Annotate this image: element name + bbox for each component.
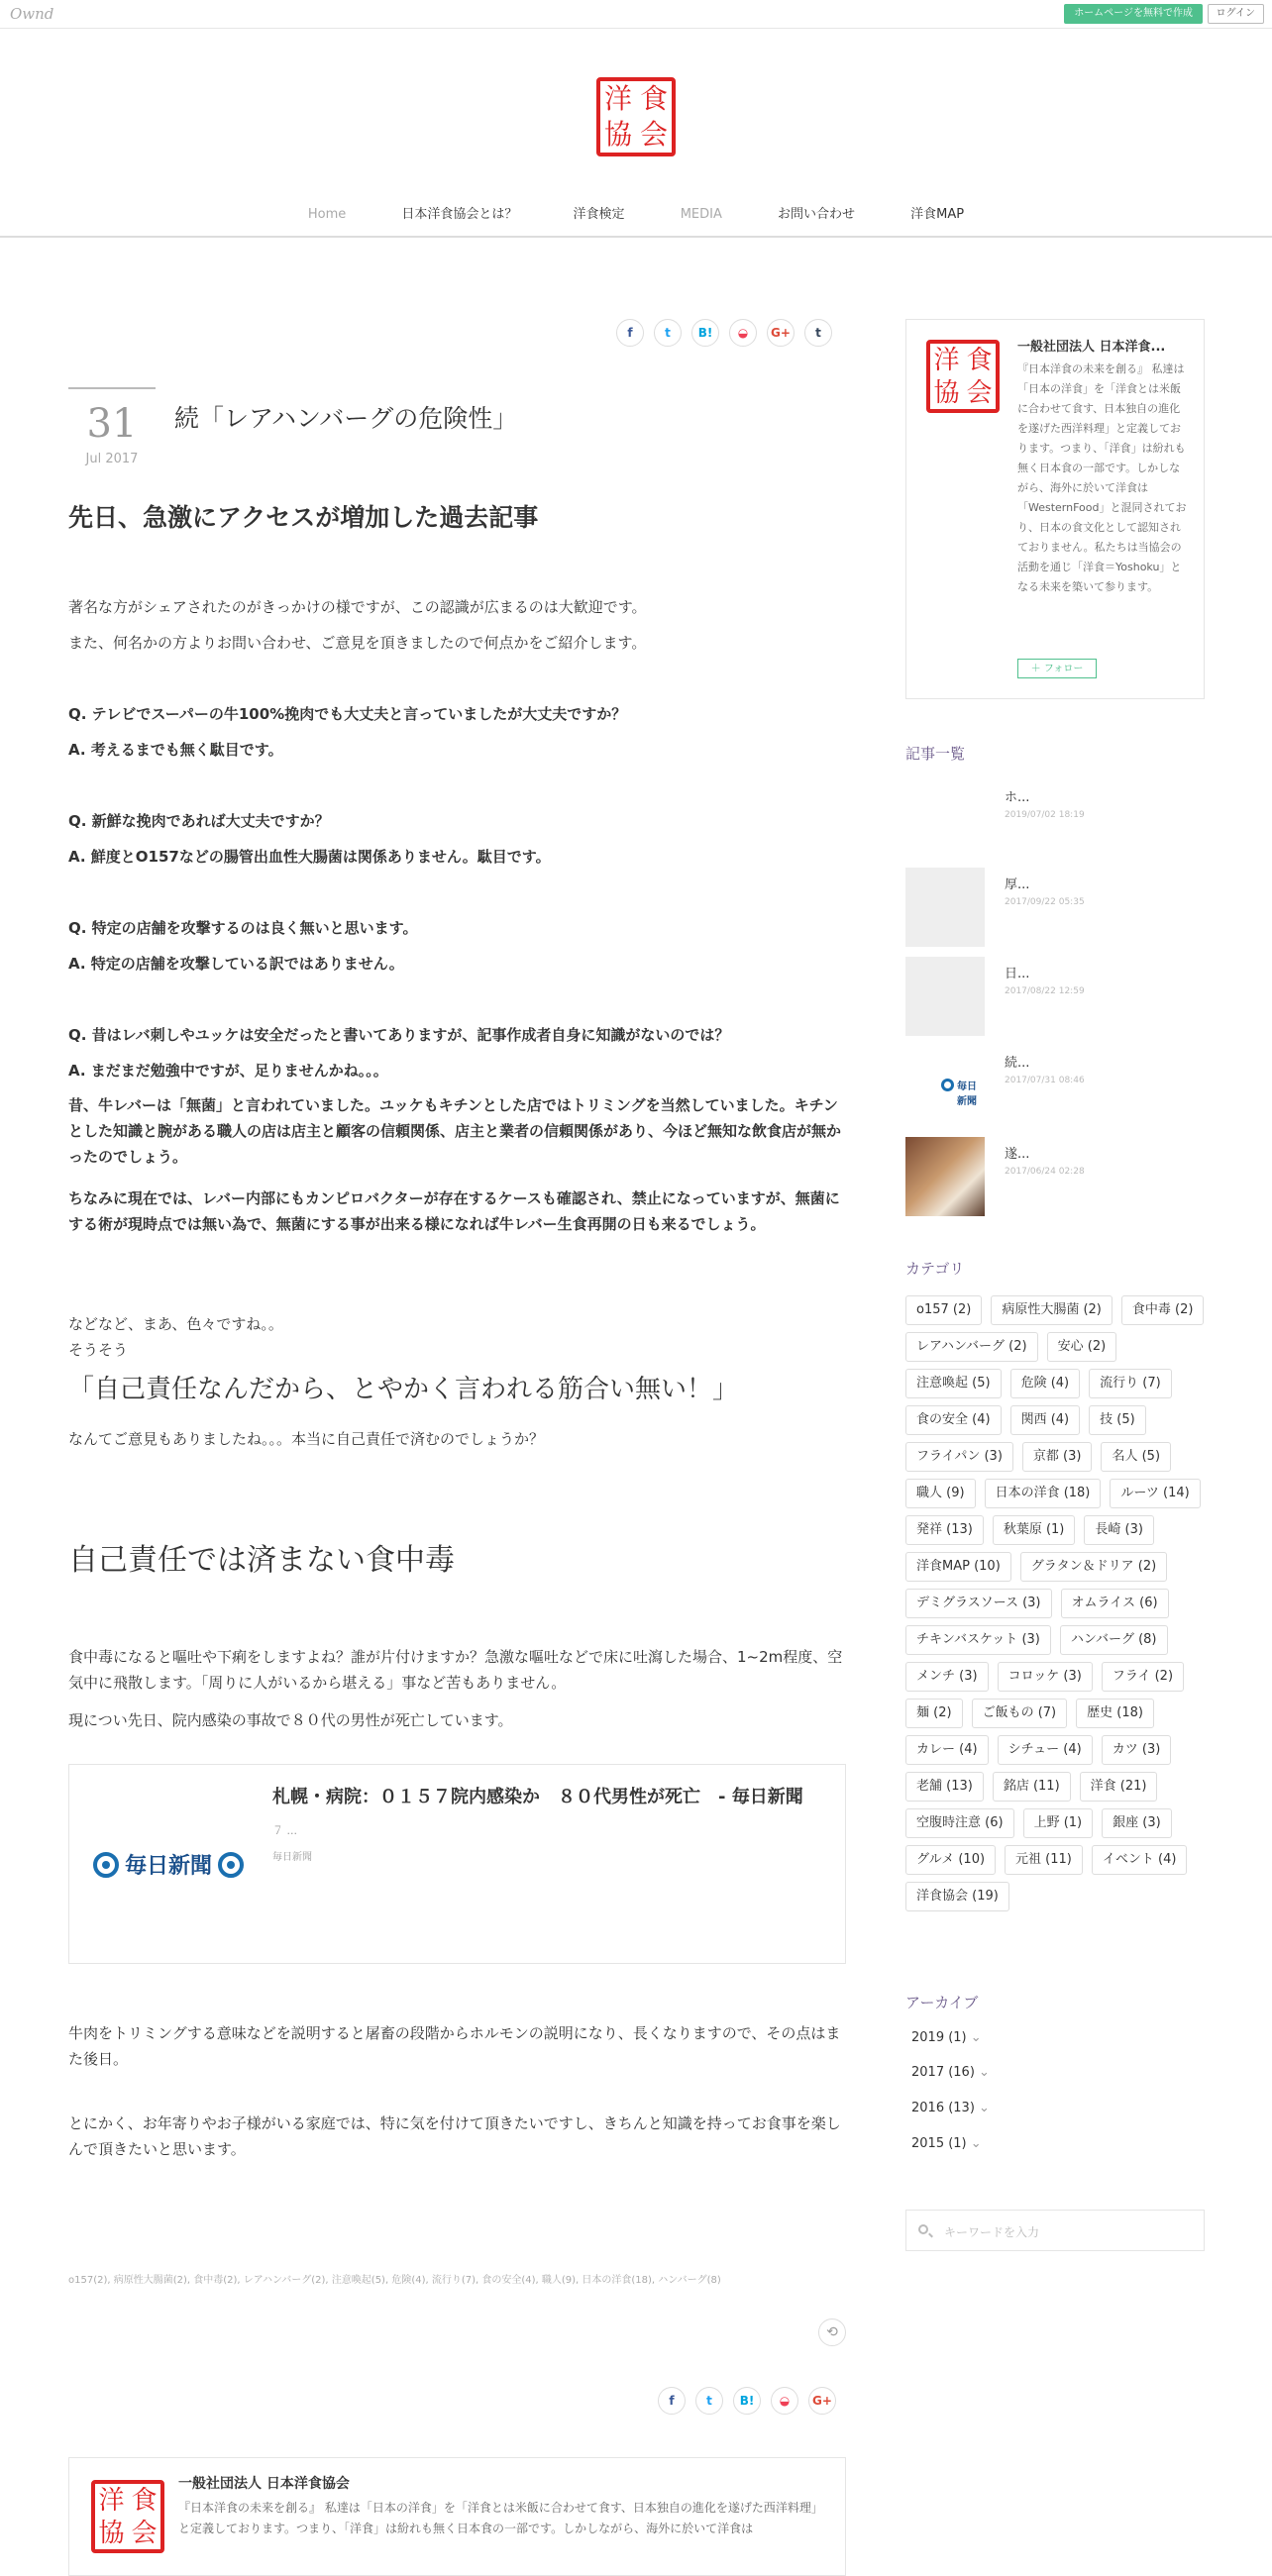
- archive-item-2016[interactable]: [911, 2101, 990, 2115]
- facebook-share-icon[interactable]: f: [658, 2387, 686, 2415]
- category-tag[interactable]: 洋食協会 (19): [905, 1882, 1009, 1911]
- category-tag[interactable]: 老舗 (13): [905, 1772, 984, 1802]
- category-tag[interactable]: チキンバスケット (3): [905, 1625, 1051, 1655]
- category-list: [905, 1295, 1205, 1911]
- pocket-icon[interactable]: ◒: [729, 319, 757, 347]
- category-tag[interactable]: カツ (3): [1102, 1735, 1172, 1765]
- chevron-down-icon: ⌄: [979, 2101, 990, 2115]
- mainichi-thumb-text: 毎日新聞: [957, 1082, 977, 1107]
- category-tag[interactable]: 長崎 (3): [1084, 1515, 1154, 1545]
- seal-char: 洋: [98, 2485, 125, 2516]
- category-tag[interactable]: シチュー (4): [998, 1735, 1093, 1765]
- recent-post-title[interactable]: 厚...: [1005, 877, 1030, 892]
- category-tag[interactable]: 危険 (4): [1010, 1369, 1081, 1398]
- answer-1: A. 考えるまでも無く駄目です。: [68, 741, 283, 759]
- seal-char: 協: [603, 118, 632, 151]
- category-tag[interactable]: 食中毒 (2): [1121, 1295, 1205, 1325]
- recent-post-item[interactable]: [905, 780, 1205, 860]
- recent-post-thumbnail: [905, 1046, 985, 1125]
- google-plus-icon[interactable]: G+: [808, 2387, 836, 2415]
- seal-char: 食: [639, 82, 668, 115]
- category-tag[interactable]: コロッケ (3): [998, 1662, 1093, 1692]
- recent-post-thumbnail: [905, 868, 985, 947]
- category-tag[interactable]: グラタン＆ドリア (2): [1020, 1552, 1167, 1582]
- category-tag[interactable]: ご飯もの (7): [972, 1699, 1068, 1728]
- recent-post-title[interactable]: 日...: [1005, 967, 1030, 981]
- profile-avatar[interactable]: [926, 340, 1000, 413]
- paragraph-liver-current: ちなみに現在では、レバー内部にもカンピロバクターが存在するケースも確認され、禁止になっていますが、無菌にする術が現時点では無い為で、無菌にする事が出来る様になれば牛レバー生食再開の日も来るでしょう。: [68, 1189, 840, 1233]
- paragraph-trimming: 牛肉をトリミングする意味などを説明すると屠畜の段階からホルモンの説明になり、長くなりますので、その点はまた後日。: [68, 2024, 841, 2068]
- answer-2: A. 鮮度とO157などの腸管出血性大腸菌は関係ありません。駄目です。: [68, 848, 551, 866]
- global-nav: [0, 203, 1272, 237]
- intro-line-1: 著名な方がシェアされたのがきっかけの様ですが、この認識が広まるのは大歓迎です。: [68, 598, 647, 616]
- hatena-bookmark-icon[interactable]: B!: [691, 319, 719, 347]
- mainichi-logo: [93, 1849, 244, 1880]
- create-homepage-button[interactable]: ホームページを無料で作成: [1064, 4, 1203, 24]
- paragraph-infection: 現につい先日、院内感染の事故で８０代の男性が死亡しています。: [68, 1711, 513, 1729]
- category-tag[interactable]: 病原性大腸菌 (2): [991, 1295, 1113, 1325]
- mainichi-mark-icon: [93, 1852, 119, 1878]
- nav-contact[interactable]: お問い合わせ: [778, 207, 856, 222]
- quote-line: 「自己責任なんだから、とやかく言われる筋合い無い！」: [68, 1375, 739, 1404]
- recent-post-title[interactable]: ホ...: [1005, 790, 1030, 805]
- category-tag[interactable]: オムライス (6): [1061, 1589, 1169, 1618]
- category-tag[interactable]: フライパン (3): [905, 1442, 1013, 1472]
- profile-name[interactable]: 一般社団法人 日本洋食...: [1017, 340, 1166, 355]
- category-tag[interactable]: ルーツ (14): [1110, 1479, 1200, 1508]
- author-name[interactable]: 一般社団法人 日本洋食協会: [178, 2476, 350, 2492]
- archive-item-2019[interactable]: [911, 2030, 982, 2045]
- recent-post-item[interactable]: [905, 1137, 1205, 1216]
- search-icon: [918, 2224, 928, 2234]
- twitter-share-icon[interactable]: t: [654, 319, 682, 347]
- answer-3: A. 特定の店舗を攻撃している訳ではありません。: [68, 955, 404, 973]
- date-rule: [68, 387, 156, 389]
- google-plus-icon[interactable]: G+: [767, 319, 795, 347]
- paragraph-closing: とにかく、お年寄りやお子様がいる家庭では、特に気を付けて頂きたいですし、きちんと知識を持ってお食事を楽しんで頂きたいと思います。: [68, 2114, 841, 2158]
- profile-description: 『日本洋食の未来を創る』 私達は「日本の洋食」を「洋食とは米飯に合わせて食す、日本独自の進化を遂げた西洋料理」と定義しております。つまり、「洋食」は紛れも無く日本食の一部です。しかしながら、海外に於いて洋食は「WesternFood」と混同されており、日本の食文化として認知されておりません。私たちは当協会の活動を通じ「洋食＝Yoshoku」となる未来を築いて参ります。: [1017, 362, 1187, 593]
- nav-about[interactable]: 日本洋食協会とは？: [401, 207, 518, 222]
- question-1: Q. テレビでスーパーの牛100%挽肉でも大丈夫と言っていましたが大丈夫ですか？: [68, 705, 627, 723]
- site-logo[interactable]: [596, 77, 676, 156]
- recent-post-item[interactable]: [905, 1046, 1205, 1125]
- category-tag[interactable]: 名人 (5): [1101, 1442, 1171, 1472]
- top-bar: [0, 0, 1272, 29]
- login-button[interactable]: ログイン: [1208, 4, 1265, 24]
- follow-button[interactable]: ＋ フォロー: [1017, 659, 1097, 678]
- nav-exam[interactable]: 洋食検定: [573, 207, 625, 222]
- category-tag[interactable]: 銘店 (11): [993, 1772, 1071, 1802]
- category-tag[interactable]: レアハンバーグ (2): [905, 1332, 1038, 1362]
- post-title: 続「レアハンバーグの危険性」: [174, 404, 518, 433]
- seal-char: 会: [966, 377, 993, 408]
- tumblr-icon[interactable]: t: [804, 319, 832, 347]
- recent-post-date: 2017/06/24 02:28: [1005, 1167, 1085, 1177]
- category-tag[interactable]: 流行り (7): [1089, 1369, 1172, 1398]
- recent-post-thumbnail: [905, 1137, 985, 1216]
- mainichi-logo-text: 毎日新聞: [125, 1854, 213, 1879]
- heading-food-poisoning: 自己責任では済まない食中毒: [68, 1543, 455, 1578]
- category-tag[interactable]: フライ (2): [1102, 1662, 1184, 1692]
- recent-post-date: 2017/08/22 12:59: [1005, 986, 1085, 996]
- paragraph-liver-history: 昔、牛レバーは「無菌」と言われていました。ユッケもキチンとした店ではトリミングを当然していました。キチンとした知識と腕がある職人の店は店主と顧客の信頼関係、店主と業者の信頼関係があり、今ほど無知な飲食店が無かったのでしょう。: [68, 1096, 842, 1166]
- category-tag[interactable]: 注意喚起 (5): [905, 1369, 1002, 1398]
- twitter-share-icon[interactable]: t: [695, 2387, 723, 2415]
- archive-label: 2016 (13): [911, 2101, 975, 2115]
- seal-char: 会: [639, 118, 668, 151]
- category-tag[interactable]: 洋食MAP (10): [905, 1552, 1011, 1582]
- category-tag[interactable]: 歴史 (18): [1076, 1699, 1154, 1728]
- heading-recent-access: 先日、急激にアクセスが増加した過去記事: [68, 503, 539, 532]
- news-link-card[interactable]: [68, 1764, 846, 1964]
- recent-post-title[interactable]: 続...: [1005, 1056, 1030, 1071]
- category-tag[interactable]: 麺 (2): [905, 1699, 963, 1728]
- category-tag[interactable]: 技 (5): [1089, 1405, 1146, 1435]
- archive-label: 2017 (16): [911, 2065, 975, 2080]
- chevron-down-icon: ⌄: [970, 2136, 982, 2151]
- mainichi-mark-icon: [218, 1852, 244, 1878]
- category-tag[interactable]: 洋食 (21): [1080, 1772, 1158, 1802]
- category-tag[interactable]: 関西 (4): [1010, 1405, 1081, 1435]
- category-tag[interactable]: o157 (2): [905, 1295, 982, 1325]
- seal-char: 食: [131, 2485, 158, 2516]
- card-description: ７ ...: [272, 1824, 297, 1837]
- answer-4: A. まだまだ勉強中ですが、足りませんかね。。。: [68, 1062, 388, 1080]
- category-tag[interactable]: 日本の洋食 (18): [985, 1479, 1102, 1508]
- category-tag[interactable]: 安心 (2): [1047, 1332, 1117, 1362]
- facebook-share-icon[interactable]: f: [616, 319, 644, 347]
- search-box: [905, 2210, 1205, 2251]
- post-tags[interactable]: o157(2), 病原性大腸菌(2), 食中毒(2), レアハンバーグ(2), 注意喚起(5), 危険(4), 流行り(7), 食の安全(4), 職人(9), 日本の洋食(18), ハンバーグ(8): [68, 2275, 721, 2286]
- category-tag[interactable]: イベント (4): [1092, 1845, 1188, 1875]
- recent-post-date: 2019/07/02 18:19: [1005, 810, 1085, 820]
- category-tag[interactable]: デミグラスソース (3): [905, 1589, 1052, 1618]
- category-tag[interactable]: ハンバーグ (8): [1060, 1625, 1168, 1655]
- mainichi-mark-icon: [941, 1079, 954, 1091]
- category-tag[interactable]: 元祖 (11): [1005, 1845, 1083, 1875]
- seal-char: 洋: [603, 82, 632, 115]
- nav-media[interactable]: MEDIA: [680, 207, 722, 222]
- category-tag[interactable]: 食の安全 (4): [905, 1405, 1002, 1435]
- category-tag[interactable]: 上野 (1): [1023, 1808, 1094, 1838]
- archive-label: 2019 (1): [911, 2030, 967, 2045]
- category-tag[interactable]: グルメ (10): [905, 1845, 996, 1875]
- card-source: 毎日新聞: [272, 1852, 312, 1863]
- category-tag[interactable]: 空腹時注意 (6): [905, 1808, 1014, 1838]
- misc-line-3: なんてご意見もありましたね。。。本当に自己責任で済むのでしょうか？: [68, 1430, 545, 1448]
- category-tag[interactable]: 職人 (9): [905, 1479, 976, 1508]
- archive-heading: アーカイブ: [905, 1994, 979, 2011]
- recent-post-date: 2017/07/31 08:46: [1005, 1076, 1085, 1085]
- seal-char: 協: [933, 377, 960, 408]
- intro-line-2: また、何名かの方よりお問い合わせ、ご意見を頂きましたので何点かをご紹介します。: [68, 634, 647, 652]
- category-tag[interactable]: 秋葉原 (1): [993, 1515, 1076, 1545]
- misc-line-2: そうそう: [68, 1341, 129, 1359]
- archive-item-2017[interactable]: [911, 2065, 990, 2080]
- nav-home[interactable]: Home: [307, 207, 347, 222]
- recent-post-item[interactable]: [905, 868, 1205, 947]
- nav-map[interactable]: 洋食MAP: [910, 207, 965, 222]
- seal-char: 食: [966, 345, 993, 375]
- paragraph-vomit: 食中毒になると嘔吐や下痢をしますよね？誰が片付けますか？急激な嘔吐などで床に吐瀉した場合、1~2m程度、空気中に飛散します。「周りに人がいるから堪える」事など苦もありません。: [68, 1648, 843, 1692]
- ownd-logo[interactable]: Ownd: [10, 5, 54, 23]
- misc-line-1: などなど、まあ、色々ですね。。: [68, 1315, 283, 1333]
- category-tag[interactable]: 京都 (3): [1022, 1442, 1093, 1472]
- hatena-bookmark-icon[interactable]: B!: [733, 2387, 761, 2415]
- repost-icon[interactable]: ⟲: [818, 2318, 846, 2346]
- chevron-down-icon: ⌄: [979, 2065, 990, 2080]
- category-tag[interactable]: メンチ (3): [905, 1662, 989, 1692]
- category-heading: カテゴリ: [905, 1260, 965, 1278]
- post-day: 31: [86, 401, 138, 447]
- author-avatar[interactable]: [91, 2480, 164, 2553]
- share-buttons-bottom: [658, 2387, 836, 2415]
- card-title[interactable]: 札幌・病院：０１５７院内感染か ８０代男性が死亡 - 毎日新聞: [272, 1787, 803, 1807]
- profile-box: [905, 319, 1205, 699]
- archive-label: 2015 (1): [911, 2136, 967, 2151]
- seal-char: 協: [98, 2518, 125, 2548]
- author-description: 『日本洋食の未来を創る』 私達は「日本の洋食」を「洋食とは米飯に合わせて食す、日本独自の進化を遂げた西洋料理」と定義しております。つまり、「洋食」は紛れも無く日本食の一部です。しかしながら、海外に於いて洋食は: [178, 2501, 817, 2535]
- seal-char: 会: [131, 2518, 158, 2548]
- category-tag[interactable]: 発祥 (13): [905, 1515, 984, 1545]
- question-4: Q. 昔はレバ刺しやユッケは安全だったと書いてありますが、記事作成者自身に知識がないのでは？: [68, 1026, 730, 1044]
- category-tag[interactable]: 銀座 (3): [1102, 1808, 1172, 1838]
- recent-post-item[interactable]: [905, 957, 1205, 1036]
- question-3: Q. 特定の店舗を攻撃するのは良く無いと思います。: [68, 919, 418, 937]
- post-month-year: Jul 2017: [85, 452, 139, 466]
- recent-post-title[interactable]: 遂...: [1005, 1147, 1030, 1162]
- nav-divider: [0, 236, 1272, 238]
- seal-char: 洋: [933, 345, 960, 375]
- chevron-down-icon: ⌄: [970, 2030, 982, 2045]
- search-input[interactable]: [942, 2221, 1194, 2243]
- recent-post-date: 2017/09/22 05:35: [1005, 897, 1085, 907]
- question-2: Q. 新鮮な挽肉であれば大丈夫ですか？: [68, 812, 330, 830]
- author-card: [68, 2457, 846, 2576]
- recent-post-thumbnail: [905, 957, 985, 1036]
- archive-item-2015[interactable]: [911, 2136, 982, 2151]
- category-tag[interactable]: カレー (4): [905, 1735, 989, 1765]
- share-buttons-top: [616, 319, 832, 347]
- pocket-icon[interactable]: ◒: [771, 2387, 798, 2415]
- recent-posts-heading: 記事一覧: [905, 745, 966, 763]
